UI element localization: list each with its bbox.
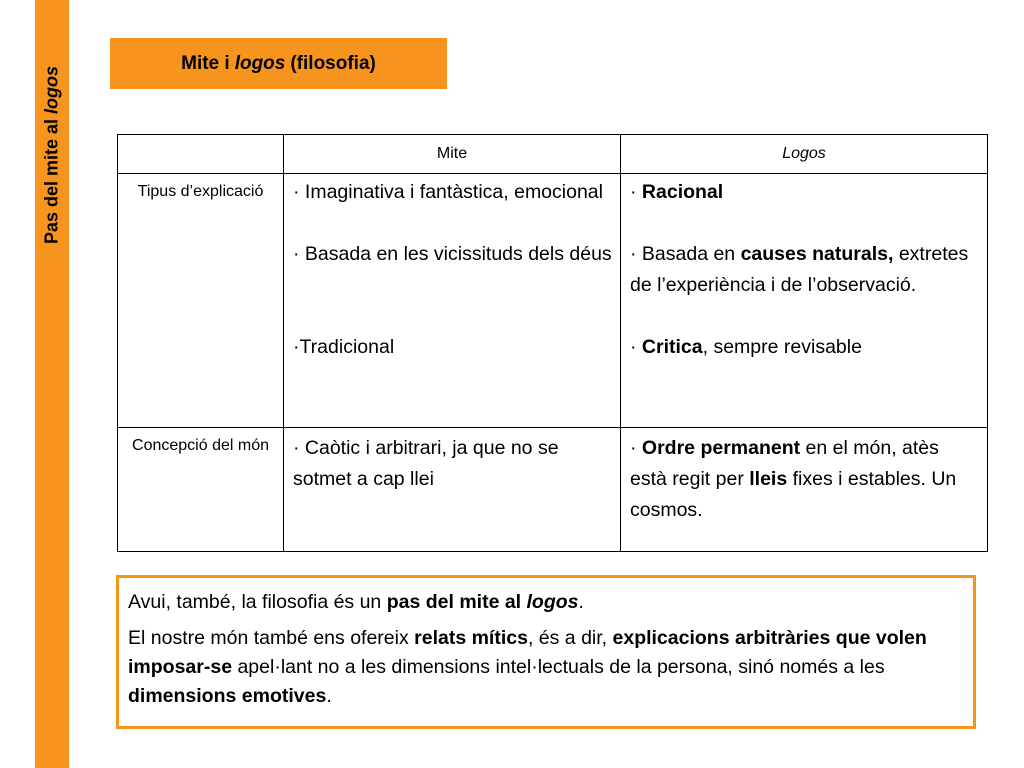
row-label-explicacio: Tipus d’explicació bbox=[118, 174, 284, 428]
header-empty bbox=[118, 135, 284, 174]
conclusion-paragraph-2: El nostre món també ens ofereix relats mítics, és a dir, explicacions arbitràries que volen imposar-se apel·lant no a les dimensions intel·lectuals de la persona, sinó només a les dimensions emotives. bbox=[128, 627, 927, 707]
conclusion-paragraph-1: Avui, també, la filosofia és un pas del mite al logos. bbox=[128, 591, 584, 613]
table-row bbox=[118, 174, 988, 428]
logos-explicacio-cell: · Racional · Basada en causes naturals, extretes de l’experiència i de l’observació. · Critica, sempre revisable bbox=[621, 174, 988, 428]
table-header-row bbox=[118, 135, 988, 174]
table-row bbox=[118, 428, 988, 552]
comparison-table bbox=[117, 134, 988, 552]
mite-concepcio-cell: · Caòtic i arbitrari, ja que no se sotmet a cap llei bbox=[284, 428, 621, 552]
header-mite: Mite bbox=[284, 135, 621, 174]
mite-explicacio-cell: · Imaginativa i fantàstica, emocional · Basada en les vicissituds dels déus ·Tradicional bbox=[284, 174, 621, 428]
conclusion-box bbox=[116, 575, 976, 729]
header-logos: Logos bbox=[621, 135, 988, 174]
row-label-concepcio: Concepció del món bbox=[118, 428, 284, 552]
logos-concepcio-cell: · Ordre permanent en el món, atès està regit per lleis fixes i estables. Un cosmos. bbox=[621, 428, 988, 552]
sidebar-label: Pas del mite al logos bbox=[41, 65, 62, 245]
slide-title: Mite i logos (filosofia) bbox=[110, 38, 447, 89]
